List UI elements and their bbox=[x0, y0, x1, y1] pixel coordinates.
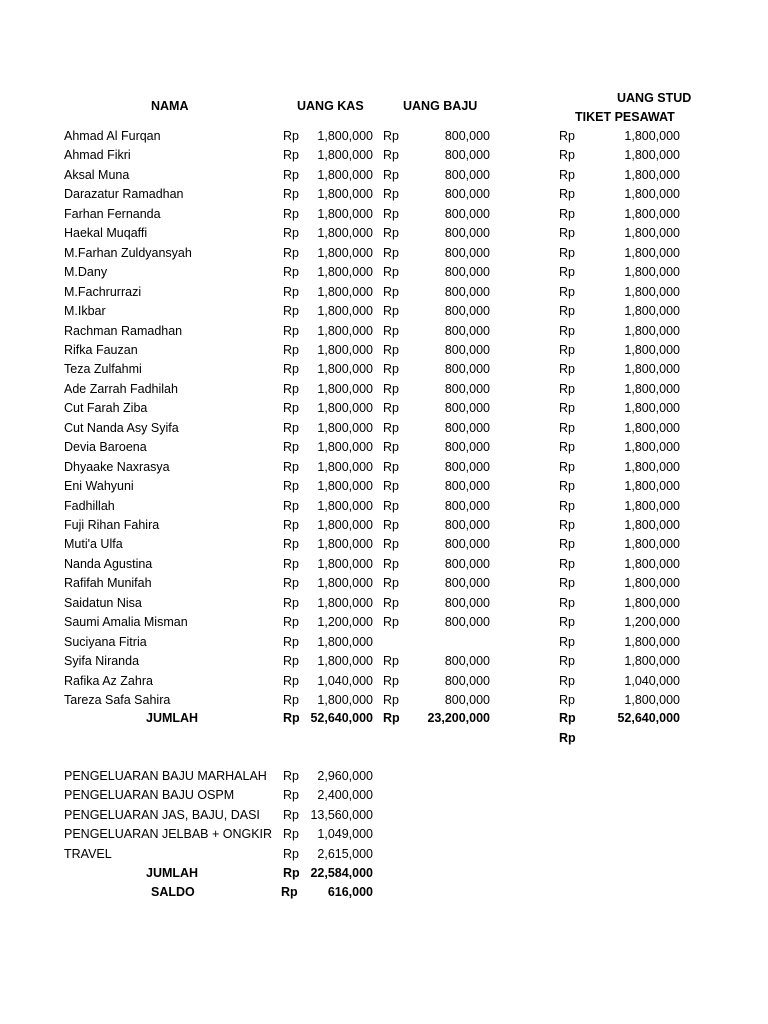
currency-label: Rp bbox=[283, 459, 299, 474]
currency-label: Rp bbox=[559, 479, 575, 494]
currency-label: Rp bbox=[283, 556, 299, 571]
currency-label: Rp bbox=[383, 342, 399, 357]
table-row bbox=[0, 380, 768, 400]
table-row bbox=[0, 477, 768, 497]
uang-baju-value: 800,000 bbox=[444, 245, 490, 260]
currency-label: Rp bbox=[283, 673, 299, 688]
uang-kas-value: 1,800,000 bbox=[317, 206, 373, 221]
saldo-label: SALDO bbox=[151, 885, 195, 899]
currency-label: Rp bbox=[283, 284, 299, 299]
currency-label: Rp bbox=[283, 342, 299, 357]
uang-kas-value: 1,800,000 bbox=[317, 362, 373, 377]
student-name: Devia Baroena bbox=[64, 440, 147, 455]
table-row bbox=[0, 322, 768, 342]
student-name: Saidatun Nisa bbox=[64, 595, 142, 610]
currency-label: Rp bbox=[283, 827, 299, 842]
currency-label: Rp bbox=[383, 576, 399, 591]
student-name: Darazatur Ramadhan bbox=[64, 187, 184, 202]
expense-label: TRAVEL bbox=[64, 846, 112, 861]
currency-label: Rp bbox=[283, 615, 299, 630]
student-name: Muti'a Ulfa bbox=[64, 537, 123, 552]
tiket-pesawat-value: 1,800,000 bbox=[624, 693, 680, 708]
uang-baju-value: 800,000 bbox=[444, 323, 490, 338]
table-row bbox=[0, 516, 768, 536]
student-name: M.Ikbar bbox=[64, 304, 106, 319]
currency-label: Rp bbox=[283, 226, 299, 241]
currency-label: Rp bbox=[559, 615, 575, 630]
student-name: Ade Zarrah Fadhilah bbox=[64, 381, 178, 396]
currency-label: Rp bbox=[383, 498, 399, 513]
currency-label: Rp bbox=[559, 187, 575, 202]
expense-label: PENGELUARAN BAJU MARHALAH bbox=[64, 769, 267, 783]
currency-label: Rp bbox=[383, 459, 399, 474]
uang-kas-value: 1,800,000 bbox=[317, 284, 373, 299]
currency-label: Rp bbox=[559, 381, 575, 396]
table-row bbox=[0, 244, 768, 264]
student-name: Eni Wahyuni bbox=[64, 479, 134, 494]
currency-label: Rp bbox=[383, 556, 399, 571]
tiket-pesawat-value: 1,800,000 bbox=[624, 634, 680, 649]
expense-total-label: JUMLAH bbox=[146, 866, 199, 880]
currency-label: Rp bbox=[283, 479, 299, 494]
currency-label: Rp bbox=[383, 673, 399, 688]
student-name: Ahmad Fikri bbox=[64, 148, 131, 163]
currency-label: Rp bbox=[283, 420, 299, 435]
uang-kas-value: 1,800,000 bbox=[317, 459, 373, 474]
currency-label: Rp bbox=[383, 148, 399, 163]
currency-label: Rp bbox=[283, 595, 299, 610]
currency-label: Rp bbox=[283, 769, 299, 783]
currency-label: Rp bbox=[383, 226, 399, 241]
table-row bbox=[0, 127, 768, 147]
table-row bbox=[0, 166, 768, 186]
uang-kas-value: 1,800,000 bbox=[317, 401, 373, 416]
currency-label: Rp bbox=[559, 284, 575, 299]
student-name: Fadhillah bbox=[64, 498, 115, 513]
tiket-pesawat-value: 1,800,000 bbox=[624, 654, 680, 669]
extra-rp-row bbox=[0, 729, 768, 749]
currency-label: Rp bbox=[383, 304, 399, 319]
table-row bbox=[0, 341, 768, 361]
currency-label: Rp bbox=[559, 518, 575, 532]
total-kas: 52,640,000 bbox=[310, 711, 373, 725]
student-name: Haekal Muqaffi bbox=[64, 226, 148, 241]
currency-label: Rp bbox=[383, 167, 399, 182]
uang-baju-value: 800,000 bbox=[444, 226, 490, 241]
expense-value: 13,560,000 bbox=[310, 807, 373, 822]
currency-label: Rp bbox=[383, 187, 399, 202]
currency-label: Rp bbox=[383, 518, 399, 532]
tiket-pesawat-value: 1,800,000 bbox=[624, 576, 680, 591]
uang-kas-value: 1,800,000 bbox=[317, 323, 373, 338]
student-name: Rafifah Munifah bbox=[64, 576, 152, 591]
currency-label: Rp bbox=[283, 654, 299, 669]
uang-kas-value: 1,800,000 bbox=[317, 440, 373, 455]
table-row bbox=[0, 633, 768, 653]
table-row bbox=[0, 535, 768, 555]
currency-label: Rp bbox=[283, 148, 299, 163]
student-name: Aksal Muna bbox=[64, 167, 130, 182]
student-name: Cut Nanda Asy Syifa bbox=[64, 420, 179, 435]
expense-value: 1,049,000 bbox=[317, 827, 373, 842]
table-row bbox=[0, 594, 768, 614]
currency-label: Rp bbox=[283, 440, 299, 455]
uang-baju-value: 800,000 bbox=[444, 556, 490, 571]
student-name: M.Farhan Zuldyansyah bbox=[64, 245, 192, 260]
uang-kas-value: 1,800,000 bbox=[317, 556, 373, 571]
uang-baju-value: 800,000 bbox=[444, 362, 490, 377]
currency-label: Rp bbox=[283, 711, 300, 725]
uang-baju-value: 800,000 bbox=[444, 148, 490, 163]
uang-baju-value: 800,000 bbox=[444, 615, 490, 630]
currency-label: Rp bbox=[559, 342, 575, 357]
header-uang-stud: UANG STUD bbox=[617, 91, 692, 105]
uang-baju-value: 800,000 bbox=[444, 420, 490, 435]
currency-label: Rp bbox=[283, 167, 299, 182]
saldo-row bbox=[0, 883, 768, 903]
student-name: Ahmad Al Furqan bbox=[64, 129, 161, 143]
uang-baju-value: 800,000 bbox=[444, 284, 490, 299]
currency-label: Rp bbox=[283, 381, 299, 396]
currency-label: Rp bbox=[383, 615, 399, 630]
uang-kas-value: 1,800,000 bbox=[317, 167, 373, 182]
currency-label: Rp bbox=[559, 459, 575, 474]
currency-label: Rp bbox=[283, 304, 299, 319]
uang-baju-value: 800,000 bbox=[444, 673, 490, 688]
uang-kas-value: 1,800,000 bbox=[317, 245, 373, 260]
uang-kas-value: 1,040,000 bbox=[317, 673, 373, 688]
currency-label: Rp bbox=[559, 673, 575, 688]
tiket-pesawat-value: 1,800,000 bbox=[624, 401, 680, 416]
currency-label: Rp bbox=[283, 265, 299, 280]
table-row bbox=[0, 224, 768, 244]
uang-baju-value: 800,000 bbox=[444, 401, 490, 416]
uang-baju-value: 800,000 bbox=[444, 479, 490, 494]
table-row bbox=[0, 263, 768, 283]
table-row bbox=[0, 419, 768, 439]
currency-label: Rp bbox=[283, 362, 299, 377]
student-name: Dhyaake Naxrasya bbox=[64, 459, 170, 474]
expense-row bbox=[0, 786, 768, 806]
header-tiket-pesawat: TIKET PESAWAT bbox=[575, 110, 675, 124]
currency-label: Rp bbox=[559, 537, 575, 552]
expense-value: 2,960,000 bbox=[317, 769, 373, 783]
tiket-pesawat-value: 1,800,000 bbox=[624, 323, 680, 338]
table-row bbox=[0, 691, 768, 711]
currency-label: Rp bbox=[283, 537, 299, 552]
expense-total-value: 22,584,000 bbox=[310, 866, 373, 880]
uang-baju-value: 800,000 bbox=[444, 518, 490, 532]
uang-kas-value: 1,800,000 bbox=[317, 420, 373, 435]
currency-label: Rp bbox=[283, 245, 299, 260]
table-row bbox=[0, 205, 768, 225]
tiket-pesawat-value: 1,800,000 bbox=[624, 148, 680, 163]
currency-label: Rp bbox=[283, 323, 299, 338]
tiket-pesawat-value: 1,800,000 bbox=[624, 595, 680, 610]
expense-value: 2,615,000 bbox=[317, 846, 373, 861]
uang-baju-value: 800,000 bbox=[444, 265, 490, 280]
currency-label: Rp bbox=[559, 148, 575, 163]
table-row bbox=[0, 302, 768, 322]
currency-label: Rp bbox=[559, 362, 575, 377]
currency-label: Rp bbox=[559, 401, 575, 416]
currency-label: Rp bbox=[559, 576, 575, 591]
expense-row bbox=[0, 825, 768, 845]
student-name: Rafika Az Zahra bbox=[64, 673, 153, 688]
tiket-pesawat-value: 1,800,000 bbox=[624, 381, 680, 396]
saldo-value: 616,000 bbox=[327, 885, 373, 899]
uang-kas-value: 1,800,000 bbox=[317, 342, 373, 357]
uang-baju-value: 800,000 bbox=[444, 381, 490, 396]
uang-kas-value: 1,800,000 bbox=[317, 187, 373, 202]
uang-baju-value: 800,000 bbox=[444, 440, 490, 455]
tiket-pesawat-value: 1,800,000 bbox=[624, 265, 680, 280]
uang-kas-value: 1,800,000 bbox=[317, 518, 373, 532]
currency-label: Rp bbox=[559, 420, 575, 435]
currency-label: Rp bbox=[559, 654, 575, 669]
uang-baju-value: 800,000 bbox=[444, 654, 490, 669]
tiket-pesawat-value: 1,200,000 bbox=[624, 615, 680, 630]
tiket-pesawat-value: 1,800,000 bbox=[624, 245, 680, 260]
currency-label: Rp bbox=[283, 693, 299, 708]
tiket-pesawat-value: 1,800,000 bbox=[624, 284, 680, 299]
table-row bbox=[0, 555, 768, 575]
tiket-pesawat-value: 1,800,000 bbox=[624, 479, 680, 494]
currency-label: Rp bbox=[559, 556, 575, 571]
currency-label: Rp bbox=[383, 323, 399, 338]
header-uang-kas: UANG KAS bbox=[297, 99, 364, 113]
uang-kas-value: 1,800,000 bbox=[317, 129, 373, 143]
expense-total-row bbox=[0, 864, 768, 884]
tiket-pesawat-value: 1,800,000 bbox=[624, 129, 680, 143]
uang-kas-value: 1,800,000 bbox=[317, 576, 373, 591]
currency-label: Rp bbox=[283, 866, 300, 880]
currency-label: Rp bbox=[559, 731, 576, 745]
currency-label: Rp bbox=[283, 206, 299, 221]
uang-kas-value: 1,800,000 bbox=[317, 381, 373, 396]
total-baju: 23,200,000 bbox=[427, 711, 490, 725]
tiket-pesawat-value: 1,800,000 bbox=[624, 206, 680, 221]
uang-baju-value: 800,000 bbox=[444, 498, 490, 513]
currency-label: Rp bbox=[283, 129, 299, 143]
currency-label: Rp bbox=[383, 537, 399, 552]
total-tiket: 52,640,000 bbox=[617, 711, 680, 725]
table-row bbox=[0, 672, 768, 692]
student-name: Teza Zulfahmi bbox=[64, 362, 142, 377]
uang-kas-value: 1,200,000 bbox=[317, 615, 373, 630]
currency-label: Rp bbox=[383, 206, 399, 221]
uang-kas-value: 1,800,000 bbox=[317, 148, 373, 163]
currency-label: Rp bbox=[283, 634, 299, 649]
table-row bbox=[0, 438, 768, 458]
tiket-pesawat-value: 1,040,000 bbox=[624, 673, 680, 688]
uang-baju-value: 800,000 bbox=[444, 537, 490, 552]
uang-baju-value: 800,000 bbox=[444, 167, 490, 182]
currency-label: Rp bbox=[559, 129, 575, 143]
uang-baju-value: 800,000 bbox=[444, 342, 490, 357]
currency-label: Rp bbox=[559, 265, 575, 280]
tiket-pesawat-value: 1,800,000 bbox=[624, 518, 680, 532]
tiket-pesawat-value: 1,800,000 bbox=[624, 226, 680, 241]
currency-label: Rp bbox=[383, 381, 399, 396]
currency-label: Rp bbox=[559, 245, 575, 260]
currency-label: Rp bbox=[383, 265, 399, 280]
student-name: M.Dany bbox=[64, 265, 108, 280]
currency-label: Rp bbox=[383, 284, 399, 299]
currency-label: Rp bbox=[559, 206, 575, 221]
table-row bbox=[0, 360, 768, 380]
uang-kas-value: 1,800,000 bbox=[317, 693, 373, 708]
expense-label: PENGELUARAN JELBAB + ONGKIR bbox=[64, 827, 273, 842]
uang-kas-value: 1,800,000 bbox=[317, 479, 373, 494]
table-row bbox=[0, 652, 768, 672]
currency-label: Rp bbox=[559, 440, 575, 455]
table-row bbox=[0, 574, 768, 594]
currency-label: Rp bbox=[559, 167, 575, 182]
tiket-pesawat-value: 1,800,000 bbox=[624, 362, 680, 377]
currency-label: Rp bbox=[559, 304, 575, 319]
currency-label: Rp bbox=[283, 576, 299, 591]
currency-label: Rp bbox=[383, 654, 399, 669]
student-name: Nanda Agustina bbox=[64, 556, 153, 571]
currency-label: Rp bbox=[383, 401, 399, 416]
uang-baju-value: 800,000 bbox=[444, 576, 490, 591]
currency-label: Rp bbox=[383, 420, 399, 435]
uang-baju-value: 800,000 bbox=[444, 693, 490, 708]
uang-kas-value: 1,800,000 bbox=[317, 498, 373, 513]
currency-label: Rp bbox=[559, 595, 575, 610]
student-name: Rachman Ramadhan bbox=[64, 323, 183, 338]
table-row bbox=[0, 185, 768, 205]
tiket-pesawat-value: 1,800,000 bbox=[624, 498, 680, 513]
currency-label: Rp bbox=[283, 518, 299, 532]
expense-row bbox=[0, 767, 768, 787]
uang-baju-value: 800,000 bbox=[444, 595, 490, 610]
uang-baju-value: 800,000 bbox=[444, 459, 490, 474]
header-uang-baju: UANG BAJU bbox=[403, 99, 478, 113]
table-row bbox=[0, 146, 768, 166]
uang-kas-value: 1,800,000 bbox=[317, 304, 373, 319]
jumlah-row bbox=[0, 709, 768, 729]
currency-label: Rp bbox=[283, 788, 299, 803]
currency-label: Rp bbox=[383, 479, 399, 494]
tiket-pesawat-value: 1,800,000 bbox=[624, 420, 680, 435]
currency-label: Rp bbox=[559, 711, 576, 725]
student-name: Rifka Fauzan bbox=[64, 342, 138, 357]
tiket-pesawat-value: 1,800,000 bbox=[624, 440, 680, 455]
currency-label: Rp bbox=[559, 498, 575, 513]
currency-label: Rp bbox=[383, 440, 399, 455]
student-name: Cut Farah Ziba bbox=[64, 401, 148, 416]
expense-row bbox=[0, 806, 768, 826]
student-name: M.Fachrurrazi bbox=[64, 284, 142, 299]
tiket-pesawat-value: 1,800,000 bbox=[624, 537, 680, 552]
currency-label: Rp bbox=[283, 498, 299, 513]
tiket-pesawat-value: 1,800,000 bbox=[624, 556, 680, 571]
uang-baju-value: 800,000 bbox=[444, 187, 490, 202]
tiket-pesawat-value: 1,800,000 bbox=[624, 342, 680, 357]
student-name: Saumi Amalia Misman bbox=[64, 615, 188, 630]
currency-label: Rp bbox=[383, 245, 399, 260]
uang-kas-value: 1,800,000 bbox=[317, 265, 373, 280]
student-name: Syifa Niranda bbox=[64, 654, 140, 669]
currency-label: Rp bbox=[383, 595, 399, 610]
currency-label: Rp bbox=[281, 885, 298, 899]
student-name: Tareza Safa Sahira bbox=[64, 693, 171, 708]
uang-kas-value: 1,800,000 bbox=[317, 654, 373, 669]
student-name: Suciyana Fitria bbox=[64, 634, 147, 649]
table-row bbox=[0, 613, 768, 633]
currency-label: Rp bbox=[559, 323, 575, 338]
currency-label: Rp bbox=[283, 187, 299, 202]
currency-label: Rp bbox=[559, 226, 575, 241]
currency-label: Rp bbox=[283, 807, 299, 822]
currency-label: Rp bbox=[283, 846, 299, 861]
uang-kas-value: 1,800,000 bbox=[317, 634, 373, 649]
tiket-pesawat-value: 1,800,000 bbox=[624, 167, 680, 182]
uang-kas-value: 1,800,000 bbox=[317, 537, 373, 552]
table-row bbox=[0, 458, 768, 478]
table-row bbox=[0, 283, 768, 303]
uang-baju-value: 800,000 bbox=[444, 304, 490, 319]
uang-baju-value: 800,000 bbox=[444, 206, 490, 221]
jumlah-label: JUMLAH bbox=[146, 711, 199, 725]
table-row bbox=[0, 399, 768, 419]
expense-label: PENGELUARAN BAJU OSPM bbox=[64, 788, 235, 803]
tiket-pesawat-value: 1,800,000 bbox=[624, 459, 680, 474]
currency-label: Rp bbox=[383, 711, 400, 725]
student-name: Fuji Rihan Fahira bbox=[64, 518, 160, 532]
currency-label: Rp bbox=[559, 693, 575, 708]
currency-label: Rp bbox=[283, 401, 299, 416]
currency-label: Rp bbox=[383, 129, 399, 143]
uang-kas-value: 1,800,000 bbox=[317, 595, 373, 610]
expense-value: 2,400,000 bbox=[317, 788, 373, 803]
tiket-pesawat-value: 1,800,000 bbox=[624, 187, 680, 202]
header-nama: NAMA bbox=[151, 99, 189, 113]
expense-row bbox=[0, 845, 768, 865]
student-name: Farhan Fernanda bbox=[64, 206, 161, 221]
table-row bbox=[0, 497, 768, 517]
uang-baju-value: 800,000 bbox=[444, 129, 490, 143]
expense-label: PENGELUARAN JAS, BAJU, DASI bbox=[64, 807, 260, 822]
currency-label: Rp bbox=[559, 634, 575, 649]
uang-kas-value: 1,800,000 bbox=[317, 226, 373, 241]
currency-label: Rp bbox=[383, 362, 399, 377]
tiket-pesawat-value: 1,800,000 bbox=[624, 304, 680, 319]
currency-label: Rp bbox=[383, 693, 399, 708]
